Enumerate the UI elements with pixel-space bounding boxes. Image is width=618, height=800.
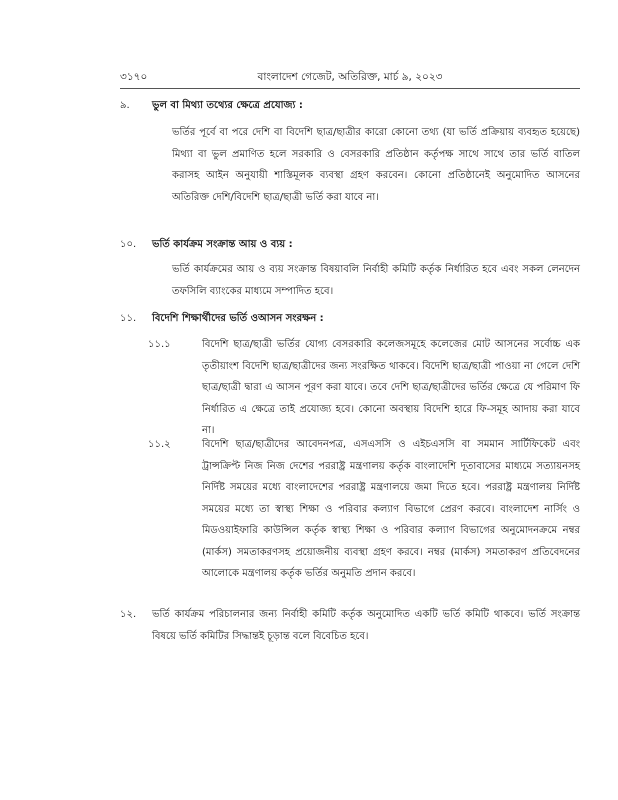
subsection-body: বিদেশি ছাত্র/ছাত্রীদের আবেদনপত্র, এসএসসি ও এইচএসসি বা সমমান সার্টিফিকেট এবং ট্রান্সক্রিপ্ট নিজ নিজ দেশের পররাষ্ট্র মন্ত্রণালয় কর্তৃক বাংলাদেশি দূতাবাসের মাধ্যমে সত্যায়নসহ নির্দিষ্ট সময়ের মধ্যে বাংলাদেশের পররাষ্ট্র মন্ত্রণালয়ে জমা দিতে হবে। পররাষ্ট্র মন্ত্রণালয় নির্দিষ্ট সময়ের মধ্যে তা স্বাস্থ্য শিক্ষা ও পরিবার কল্যাণ বিভাগে প্রেরণ করবে। বাংলাদেশ নার্সিং ও মিডওয়াইফারি কাউন্সিল কর্তৃক স্বাস্থ্য শিক্ষা ও পরিবার কল্যাণ বিভাগের অনুমোদনক্রমে নম্বর (মার্কস) সমতাকরণসহ প্রয়োজনীয় ব্যবস্থা গ্রহণ করবে। নম্বর (মার্কস) সমতাকরণ প্রতিবেদনের আলোকে মন্ত্রণালয় কর্তৃক ভর্তির অনুমতি প্রদান করবে। bbox=[202, 439, 580, 579]
section-9 bbox=[120, 98, 580, 116]
subsection-number: ১১.২ bbox=[148, 439, 171, 450]
section-number: ১০. bbox=[120, 239, 137, 250]
section-number: ১১. bbox=[120, 313, 137, 324]
section-12 bbox=[120, 604, 580, 647]
page-header bbox=[120, 70, 580, 88]
section-11 bbox=[120, 311, 580, 329]
section-title: ভর্তি কার্যক্রম সংক্রান্ত আয় ও ব্যয় : bbox=[152, 239, 293, 250]
section-body: ভর্তির পূর্বে বা পরে দেশি বা বিদেশি ছাত্র/ছাত্রীর কারো কোনো তথ্য (যা ভর্তি প্রক্রিয়ায় ব্যবহৃত হয়েছে) মিথ্যা বা ভুল প্রমাণিত হলে সরকারি ও বেসরকারি প্রতিষ্ঠান কর্তৃপক্ষ সাথে সাথে তার ভর্তি বাতিল করাসহ আইন অনুযায়ী শাস্তিমূলক ব্যবস্থা গ্রহণ করবেন। কোনো প্রতিষ্ঠানেই অনুমোদিত আসনের অতিরিক্ত দেশি/বিদেশি ছাত্র/ছাত্রী ভর্তি করা যাবে না। bbox=[172, 127, 580, 203]
section-10 bbox=[120, 237, 580, 255]
gazette-title: বাংলাদেশ গেজেট, অতিরিক্ত, মার্চ ৯, ২০২৩ bbox=[257, 71, 443, 83]
section-body: ভর্তি কার্যক্রমের আয় ও ব্যয় সংক্রান্ত বিষয়াবলি নির্বাহী কমিটি কর্তৃক নির্ধারিত হবে এবং সকল লেনদেন তফসিলি ব্যাংকের মাধ্যমে সম্পাদিত হবে। bbox=[172, 264, 580, 297]
page-number: ৩১৭০ bbox=[120, 71, 148, 83]
section-number: ১২. bbox=[120, 609, 137, 620]
subsection-number: ১১.১ bbox=[148, 339, 171, 350]
section-title: ভুল বা মিথ্যা তথ্যের ক্ষেত্রে প্রযোজ্য : bbox=[152, 100, 303, 111]
section-title: বিদেশি শিক্ষার্থীদের ভর্তি ওআসন সংরক্ষন : bbox=[152, 313, 324, 324]
section-10-body bbox=[172, 259, 580, 302]
section-body: ভর্তি কার্যক্রম পরিচালনার জন্য নির্বাহী কমিটি কর্তৃক অনুমোদিত একটি ভর্তি কমিটি থাকবে। ভর্তি সংক্রান্ত বিষয়ে ভর্তি কমিটির সিদ্ধান্তই চূড়ান্ত বলে বিবেচিত হবে। bbox=[152, 609, 580, 642]
subsection-body: বিদেশি ছাত্র/ছাত্রী ভর্তির যোগ্য বেসরকারি কলেজসমূহে কলেজের মোট আসনের সর্বোচ্চ এক তৃতীয়াংশ বিদেশি ছাত্র/ছাত্রীদের জন্য সংরক্ষিত থাকবে। বিদেশি ছাত্র/ছাত্রী পাওয়া না গেলে দেশি ছাত্র/ছাত্রী দ্বারা এ আসন পূরণ করা যাবে। তবে দেশি ছাত্র/ছাত্রীদের ভর্তির ক্ষেত্রে যে পরিমাণ ফি নির্ধারিত এ ক্ষেত্রে তাই প্রযোজ্য হবে। কোনো অবস্থায় বিদেশি হারে ফি-সমূহ আদায় করা যাবে না। bbox=[202, 339, 580, 436]
header-rule bbox=[120, 88, 580, 89]
subsection-11-2 bbox=[148, 434, 580, 585]
section-number: ৯. bbox=[120, 100, 130, 111]
section-9-body bbox=[172, 122, 580, 208]
subsection-11-1 bbox=[148, 334, 580, 442]
